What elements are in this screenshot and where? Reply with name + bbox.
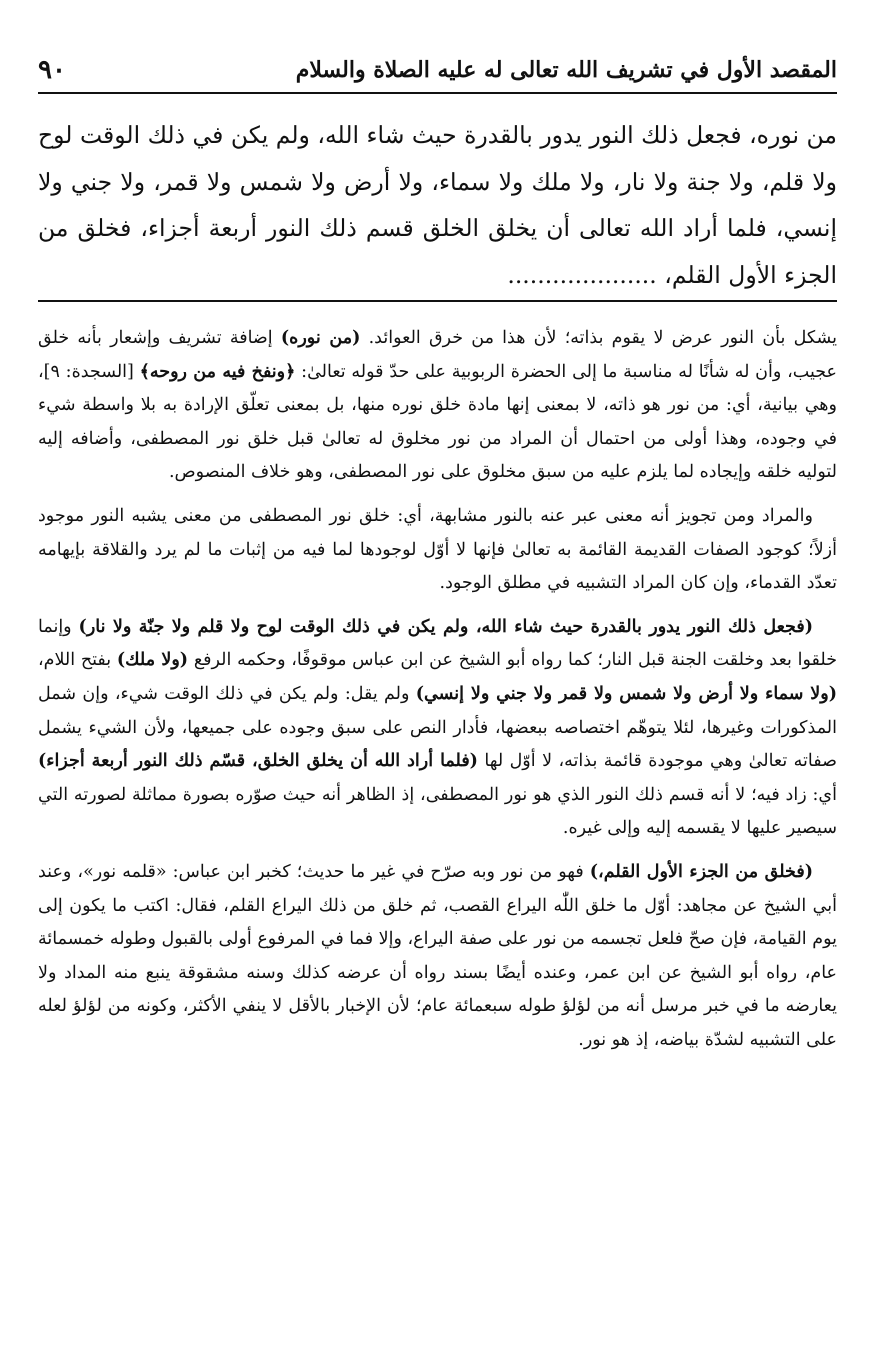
quoted-phrase: (فخلق من الجزء الأول القلم،) (589, 861, 813, 882)
quoted-phrase: (ولا ملك) (116, 650, 189, 671)
quran-quote: ﴿ونفخ فيه من روحه﴾ (139, 361, 296, 382)
quoted-phrase: (فجعل ذلك النور يدور بالقدرة حيث شاء الله، ولم يكن في ذلك الوقت لوح ولا قلم ولا جنّة ولا نار) (78, 616, 813, 637)
commentary-paragraph-2 (38, 500, 837, 601)
commentary-paragraph-1 (38, 322, 837, 490)
commentary-text: أي: زاد فيه؛ لا أنه قسم ذلك النور الذي هو نور المصطفى، إذ الظاهر أنه حيث صوّره بصورة مماثلة لصورته التي سيصير عليها لا يقسمه إليه وإلى غيره. (38, 784, 837, 839)
main-text-dots: .................... (507, 260, 657, 289)
main-text-body: من نوره، فجعل ذلك النور يدور بالقدرة حيث شاء الله، ولم يكن في ذلك الوقت لوح ولا قلم، ولا جنة ولا نار، ولا ملك ولا سماء، ولا أرض ولا شمس ولا قمر، ولا جني ولا إنسي، فلما أراد الله تعالى أن يخلق الخلق قسم ذلك النور أربعة أجزاء، فخلق من الجزء الأول القلم، (38, 121, 837, 289)
commentary-text: وإنما خلقوا بعد وخلقت الجنة قبل النار؛ كما رواه أبو الشيخ عن ابن عباس موقوفًا، وحكمه الرفع (38, 616, 838, 671)
commentary-paragraph-4 (38, 856, 837, 1058)
quoted-phrase: (فلما أراد الله أن يخلق الخلق، قسّم ذلك النور أربعة أجزاء) (38, 751, 478, 772)
page-header (38, 48, 837, 94)
commentary-text: فهو من نور وبه صرّح في غير ما حديث؛ كخبر ابن عباس: «قلمه نور»، وعند أبي الشيخ عن مجاهد: أوّل ما خلق اللّٰه اليراع القصب، ثم خلق من ذلك اليراع القلم، فقال: اكتب ما يكون إلى يوم القيامة، فإن صحّ فلعل تجسمه من نور على صفة اليراع، وإلا فما في المرفوع أولى بالقبول وطوله خمسمائة عام، رواه أبو الشيخ عن ابن عمر، وعنده أيضًا بسند رواه أن عرضه كذلك وسنه مشقوقة ينبع منه المداد ولا يعارضه ما في خبر مرسل أنه من لؤلؤ طوله سبعمائة عام؛ لأن الإخبار بالأقل لا ينفي الأكثر، وكونه من لؤلؤ لعله على التشبيه لشدّة بياضه، إذ هو نور. (38, 861, 837, 1050)
commentary-text: ولم يقل: ولم يكن في ذلك الوقت شيء، وإن شمل المذكورات وغيرها، لئلا يتوهّم اختصاصه ببعضها، فأدار النص على سبق وجوده على جميعها، ولأن الشيء يشمل صفاته تعالىٰ وهي موجودة قائمة بذاته، لا أوّل لها (38, 683, 838, 772)
running-title: المقصد الأول في تشريف الله تعالى له عليه الصلاة والسلام (295, 57, 837, 83)
main-text-paragraph (38, 112, 837, 298)
commentary-text: والمراد ومن تجويز أنه معنى عبر عنه بالنور مشابهة، أي: خلق نور المصطفى من معنى يشبه النور موجود أزلاً؛ كوجود الصفات القديمة القائمة به تعالىٰ فإنها لا أوّل لوجودها لما فيه من إثبات ما لم يرد والقلاقة بإيهامه تعدّد القدماء، وإن كان المراد التشبيه في مطلق الوجود. (38, 505, 837, 594)
commentary (38, 322, 837, 1067)
commentary-text: يشكل بأن النور عرض لا يقوم بذاته؛ لأن هذا من خرق العوائد. (360, 328, 837, 348)
text-divider (38, 300, 837, 302)
commentary-text: إضافة تشريف وإشعار بأنه خلق عجيب، وأن له شأنًا له مناسبة ما إلى الحضرة الربوبية على حدّ قوله تعالىٰ: (38, 328, 837, 382)
quoted-phrase: (ولا سماء ولا أرض ولا شمس ولا قمر ولا جني ولا إنسي) (415, 683, 837, 704)
quoted-phrase: (من نوره) (280, 328, 361, 348)
commentary-text: [السجدة: ٩]، وهي بيانية، أي: من نور هو ذاته، لا بمعنى إنها مادة خلق نوره منها، بل بمعنى تعلّق الإرادة به بلا واسطة شيء في وجوده، وهذا أولى من احتمال أن المراد من نور مخلوق له تعالىٰ قبل خلق نور المصطفى، وأضافه إليه لتوليه خلقه وإيجاده لما يلزم عليه من سبق مخلوق على نور المصطفى، وهو خلاف المنصوص. (38, 361, 837, 483)
page-number: ٩٠ (38, 55, 66, 85)
commentary-paragraph-3 (38, 611, 837, 846)
main-text (38, 112, 837, 298)
commentary-text: بفتح اللام، (38, 650, 117, 671)
